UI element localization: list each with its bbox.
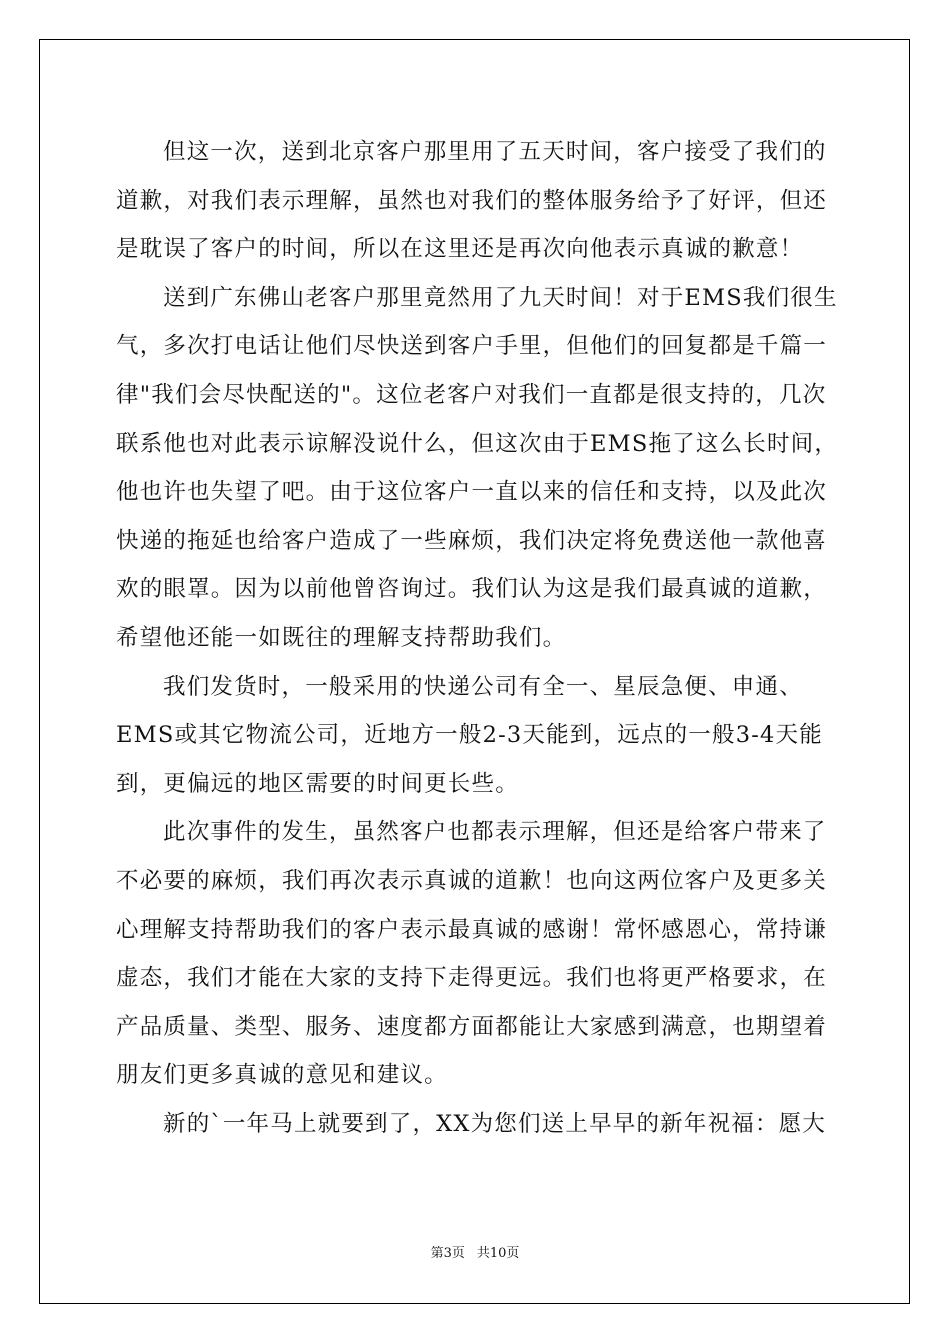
paragraph-line: 是耽误了客户的时间，所以在这里还是再次向他表示真诚的歉意！	[116, 236, 804, 263]
paragraph-line: 律"我们会尽快配送的"。这位老客户对我们一直都是很支持的，几次	[116, 381, 827, 408]
paragraph-line: 快递的拖延也给客户造成了一些麻烦，我们决定将免费送他一款他喜	[116, 527, 828, 554]
paragraph-line: 心理解支持帮助我们的客户表示最真诚的感谢！常怀感恩心，常持谦	[116, 916, 828, 943]
paragraph-line: 到，更偏远的地区需要的时间更长些。	[116, 770, 519, 797]
page-number: 第3页	[430, 1246, 465, 1261]
page-total: 共10页	[476, 1246, 520, 1261]
paragraph-line: 希望他还能一如既往的理解支持帮助我们。	[116, 624, 567, 651]
paragraph-line: 联系他也对此表示谅解没说什么，但这次由于EMS拖了这么长时间，	[116, 430, 839, 457]
paragraph-line: EMS或其它物流公司，近地方一般2-3天能到，远点的一般3-4天能	[116, 722, 823, 749]
paragraph-line: 道歉，对我们表示理解，虽然也对我们的整体服务给予了好评，但还	[116, 187, 828, 214]
paragraph-line: 此次事件的发生，虽然客户也都表示理解，但还是给客户带来了	[163, 819, 827, 846]
page-footer	[0, 1242, 950, 1261]
paragraph-line: 气，多次打电话让他们尽快送到客户手里，但他们的回复都是千篇一	[116, 333, 828, 360]
paragraph-line: 不必要的麻烦，我们再次表示真诚的道歉！也向这两位客户及更多关	[116, 867, 828, 894]
paragraph-line: 但这一次，送到北京客户那里用了五天时间，客户接受了我们的	[163, 139, 827, 165]
paragraph-line: 欢的眼罩。因为以前他曾咨询过。我们认为这是我们最真诚的道歉，	[116, 576, 828, 603]
paragraph-line: 虚态，我们才能在大家的支持下走得更远。我们也将更严格要求，在	[116, 965, 828, 992]
paragraph-line: 他也许也失望了吧。由于这位客户一直以来的信任和支持，以及此次	[116, 479, 828, 506]
paragraph-line: 送到广东佛山老客户那里竟然用了九天时间！对于EMS我们很生	[163, 284, 838, 311]
paragraph-line: 新的`一年马上就要到了，XX为您们送上早早的新年祝福：愿大	[163, 1110, 827, 1137]
paragraph-line: 我们发货时，一般采用的快递公司有全一、星辰急便、申通、	[163, 673, 803, 700]
paragraph-line: 朋友们更多真诚的意见和建议。	[116, 1062, 448, 1089]
paragraph-line: 产品质量、类型、服务、速度都方面都能让大家感到满意，也期望着	[116, 1013, 828, 1040]
document-body	[116, 128, 839, 1148]
